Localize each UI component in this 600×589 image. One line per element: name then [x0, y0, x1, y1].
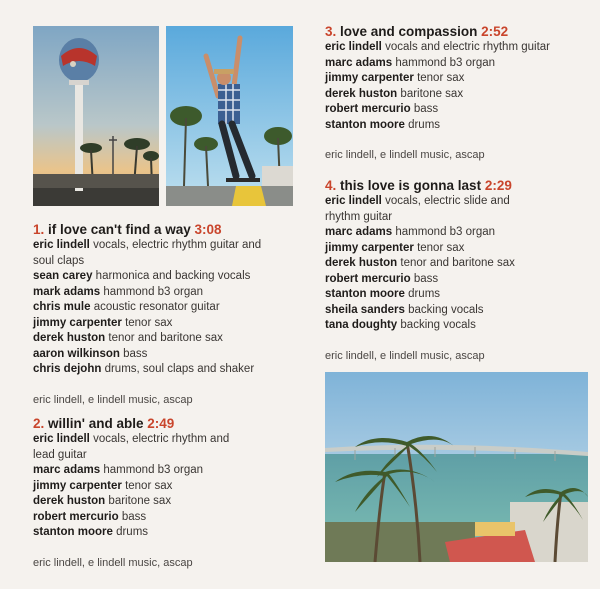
musician-name: stanton moore: [325, 288, 405, 300]
musician-name: eric lindell: [33, 433, 90, 445]
track-2: [33, 415, 253, 570]
track-duration: 2:49: [147, 416, 175, 431]
credit-line: [325, 56, 590, 72]
musician-name: aaron wilkinson: [33, 347, 120, 360]
musician-name: robert mercurio: [325, 272, 411, 285]
credit-line: [325, 118, 590, 134]
musician-name: derek huston: [33, 495, 106, 507]
musician-name: chris dejohn: [33, 363, 102, 375]
credit-line: [33, 479, 253, 495]
musician-role: drums: [408, 118, 441, 131]
credit-line: [325, 87, 590, 103]
musician-role: hammond b3 organ: [395, 226, 496, 238]
musician-role: acoustic resonator guitar: [93, 301, 220, 313]
musician-role: tenor sax: [125, 316, 173, 329]
credit-line: [325, 287, 535, 303]
credit-line: [33, 432, 238, 463]
credit-line: [325, 256, 535, 272]
credit-line: [33, 525, 253, 541]
musician-role: hammond b3 organ: [103, 285, 204, 298]
musician-role: harmonica and backing vocals: [95, 270, 251, 282]
track-title: [33, 415, 253, 432]
credit-line: [325, 71, 590, 87]
publishing-credit: eric lindell, e lindell music, ascap: [33, 393, 193, 406]
credit-line: [33, 331, 298, 347]
musician-role: bass: [413, 103, 439, 115]
musician-role: vocals, electric rhythm guitar and soul claps: [33, 239, 262, 267]
credit-line: [325, 225, 535, 241]
musician-role: tenor and baritone sax: [400, 257, 515, 269]
water-tower-photo: [33, 26, 159, 206]
credit-line: [325, 303, 535, 319]
credit-line: [33, 238, 268, 269]
credit-line: [325, 40, 590, 56]
musician-role: hammond b3 organ: [103, 464, 204, 476]
musician-role: backing vocals: [400, 319, 476, 331]
musician-name: derek huston: [325, 87, 398, 100]
credit-line: [325, 241, 535, 257]
track-1: [33, 221, 298, 407]
credit-line: [325, 272, 535, 288]
bridge-beach-photo: [325, 372, 588, 562]
musician-role: drums, soul claps and shaker: [104, 363, 255, 375]
musician-role: tenor sax: [125, 479, 173, 492]
publishing-credit: eric lindell, e lindell music, ascap: [325, 149, 485, 161]
track-name: love and compassion: [340, 24, 478, 39]
musician-role: bass: [123, 347, 148, 360]
credit-line: [325, 102, 590, 118]
track-title: [33, 221, 298, 238]
musician-name: eric lindell: [325, 41, 382, 53]
credit-line: [33, 269, 298, 285]
musician-name: eric lindell: [33, 239, 90, 251]
credit-line: [33, 285, 298, 301]
musician-name: sean carey: [33, 270, 93, 282]
track-number: 3.: [325, 24, 337, 39]
track-4: [325, 177, 535, 363]
credit-line: [325, 194, 535, 225]
publishing-credit: eric lindell, e lindell music, ascap: [325, 349, 485, 362]
track-name: this love is gonna last: [340, 178, 482, 193]
musician-name: jimmy carpenter: [325, 72, 414, 84]
musician-role: baritone sax: [108, 495, 172, 507]
publishing-credit: eric lindell, e lindell music, ascap: [33, 556, 193, 569]
track-duration: 2:52: [481, 24, 509, 39]
credit-line: [33, 510, 253, 526]
musician-name: chris mule: [33, 301, 91, 313]
track-3: [325, 23, 590, 162]
musician-role: backing vocals: [408, 303, 484, 316]
track-duration: 2:29: [484, 178, 512, 193]
musician-name: marc adams: [325, 226, 393, 238]
musician-name: derek huston: [325, 257, 398, 269]
musician-name: jimmy carpenter: [325, 241, 414, 254]
credit-line: [33, 300, 298, 316]
musician-name: marc adams: [33, 464, 101, 476]
musician-role: tenor sax: [417, 72, 465, 84]
musician-role: drums: [408, 288, 441, 300]
credit-line: [33, 494, 253, 510]
credit-line: [33, 347, 298, 363]
musician-name: marc adams: [325, 56, 393, 69]
skateboarder-photo: [166, 26, 293, 206]
musician-name: mark adams: [33, 285, 101, 298]
track-name: if love can't find a way: [48, 222, 191, 237]
musician-role: vocals, electric slide and rhythm guitar: [325, 195, 510, 223]
musician-role: vocals, electric rhythm and lead guitar: [33, 433, 230, 461]
musician-role: tenor sax: [417, 241, 465, 254]
track-number: 4.: [325, 178, 337, 193]
musician-name: sheila sanders: [325, 303, 405, 316]
credit-line: [33, 316, 298, 332]
track-duration: 3:08: [194, 222, 222, 237]
track-name: willin' and able: [48, 416, 144, 431]
credit-line: [33, 362, 298, 378]
musician-role: hammond b3 organ: [395, 56, 496, 69]
musician-name: derek huston: [33, 332, 106, 344]
musician-name: stanton moore: [33, 526, 113, 538]
musician-role: tenor and baritone sax: [108, 332, 223, 344]
musician-name: jimmy carpenter: [33, 316, 122, 329]
musician-name: robert mercurio: [33, 510, 119, 523]
track-title: [325, 177, 535, 194]
musician-role: bass: [413, 272, 439, 285]
musician-name: eric lindell: [325, 195, 382, 207]
credit-line: [33, 463, 253, 479]
track-title: [325, 23, 590, 40]
musician-role: baritone sax: [400, 87, 464, 100]
musician-name: stanton moore: [325, 118, 405, 131]
musician-role: bass: [121, 510, 147, 523]
musician-name: jimmy carpenter: [33, 479, 122, 492]
musician-role: drums: [116, 526, 149, 538]
musician-name: robert mercurio: [325, 103, 411, 115]
track-number: 2.: [33, 416, 45, 431]
track-number: 1.: [33, 222, 45, 237]
credit-line: [325, 318, 535, 334]
musician-name: tana doughty: [325, 319, 398, 331]
musician-role: vocals and electric rhythm guitar: [385, 41, 550, 53]
